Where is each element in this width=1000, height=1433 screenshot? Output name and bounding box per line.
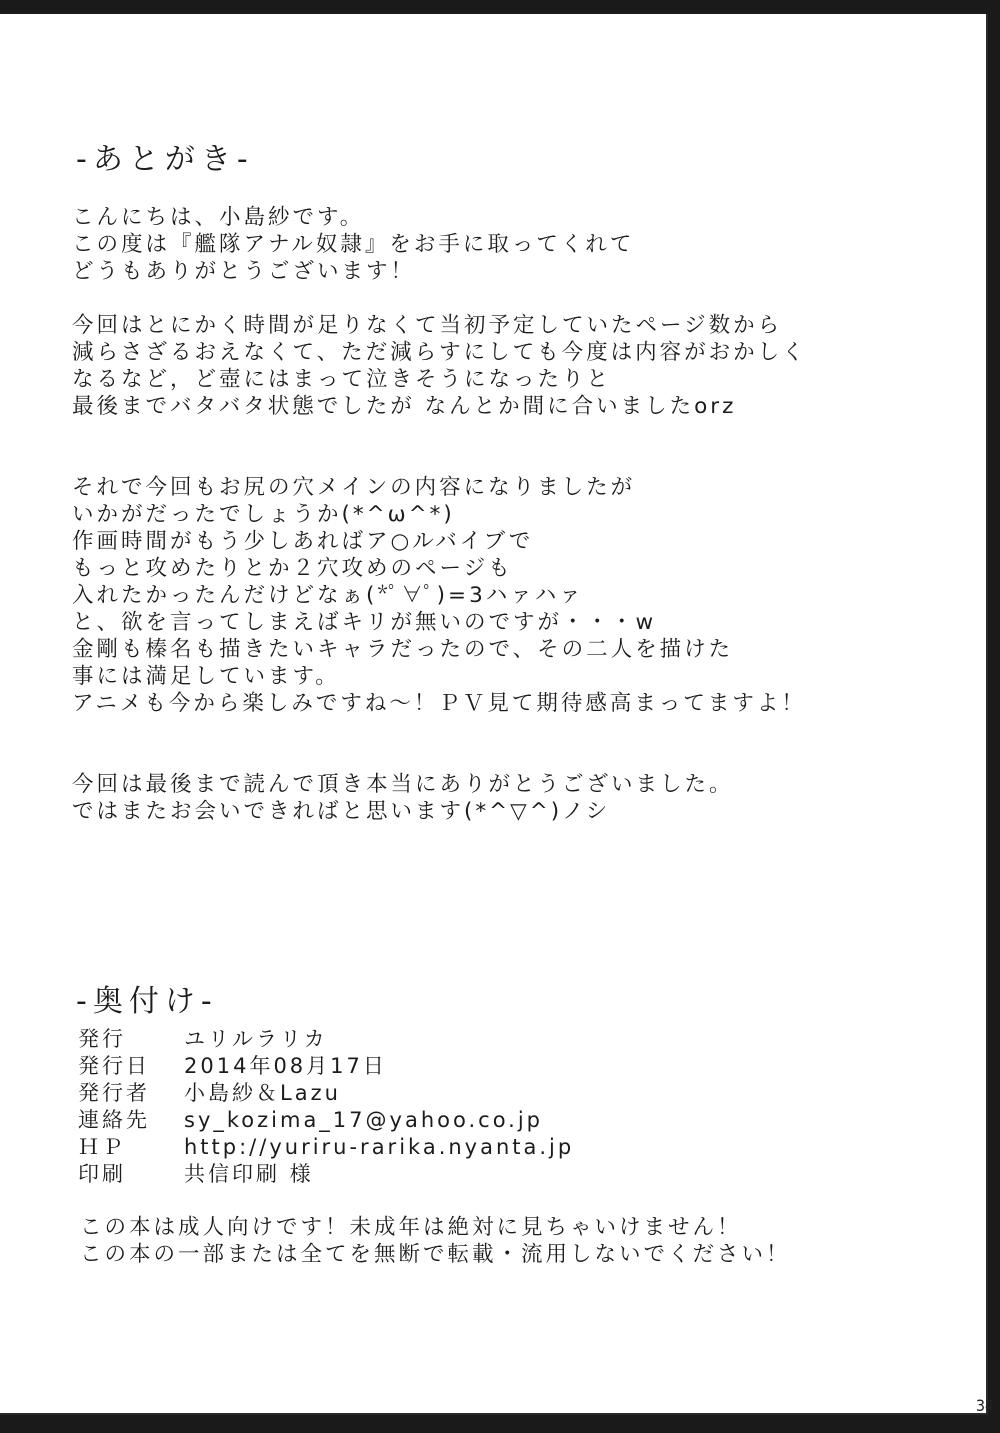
text-line: いかがだったでしょうか(*^ω^*) xyxy=(72,502,455,527)
colophon-row xyxy=(78,1107,574,1134)
colophon-table xyxy=(78,1026,574,1188)
colophon-row xyxy=(78,1134,574,1161)
text-line: 入れたかったんだけどなぁ(*ﾟ∀ﾟ)=3ハァハァ xyxy=(72,583,584,608)
colophon-row xyxy=(78,1026,574,1053)
text-line: アニメも今から楽しみですね～！ＰＶ見て期待感高まってますよ！ xyxy=(72,691,806,716)
text-line: もっと攻めたりとか２穴攻めのページも xyxy=(72,556,513,581)
afterword-heading: -あとがき- xyxy=(76,142,254,177)
book-page xyxy=(0,14,988,1415)
afterword-circumstances xyxy=(72,312,807,420)
text-line: 作画時間がもう少しあればア○ルバイブで xyxy=(72,529,534,554)
colophon-value: 小島紗＆Lazu xyxy=(184,1081,341,1105)
text-line: ではまたお会いできればと思います(*^▽^)ノシ xyxy=(72,799,611,824)
page-number: 34 xyxy=(975,1396,995,1415)
afterword-greeting xyxy=(72,204,634,285)
text-line: 金剛も榛名も描きたいキャラだったので、その二人を描けた xyxy=(72,637,734,662)
afterword-content-notes xyxy=(72,474,806,717)
text-line: この度は『艦隊アナル奴隷』をお手に取ってくれて xyxy=(72,232,635,257)
colophon-label: 発行 xyxy=(78,1027,126,1051)
afterword-closing xyxy=(72,771,734,825)
colophon-heading: -奥付け- xyxy=(76,984,218,1019)
text-line: 今回はとにかく時間が足りなくて当初予定していたページ数から xyxy=(72,313,783,338)
colophon-label: 発行日 xyxy=(78,1054,150,1078)
text-line: 今回は最後まで読んで頂き本当にありがとうございました。 xyxy=(72,772,734,797)
colophon-row xyxy=(78,1161,574,1188)
text-line: なるなど，ど壺にはまって泣きそうになったりと xyxy=(72,367,612,392)
text-line: この本は成人向けです！未成年は絶対に見ちゃいけません！ xyxy=(80,1215,742,1240)
colophon-row xyxy=(78,1080,574,1107)
colophon-label: 印刷 xyxy=(78,1162,126,1186)
colophon-value: ユリルラリカ xyxy=(184,1027,328,1051)
text-line: この本の一部または全てを無断で転載・流用しないでください！ xyxy=(80,1242,791,1267)
colophon-row xyxy=(78,1053,574,1080)
colophon-value: 共信印刷 様 xyxy=(184,1162,314,1186)
contact-email: sy_kozima_17@yahoo.co.jp xyxy=(184,1108,544,1132)
text-line: 最後までバタバタ状態でしたが なんとか間に合いましたorz xyxy=(72,394,737,419)
text-line: それで今回もお尻の穴メインの内容になりましたが xyxy=(72,475,636,500)
text-line: と、欲を言ってしまえばキリが無いのですが・・・w xyxy=(72,610,657,635)
text-line: 減らさざるおえなくて、ただ減らすにしても今度は内容がおかしく xyxy=(72,340,807,365)
colophon-label: 発行者 xyxy=(78,1081,150,1105)
text-line: 事には満足しています。 xyxy=(72,664,340,689)
text-line: こんにちは、小島紗です。 xyxy=(72,205,365,230)
colophon-value: 2014年08月17日 xyxy=(184,1054,387,1078)
adult-notice xyxy=(80,1214,791,1268)
colophon-label: ＨＰ xyxy=(78,1135,126,1159)
colophon-label: 連絡先 xyxy=(78,1108,150,1132)
text-line: どうもありがとうございます！ xyxy=(72,259,416,284)
homepage-url: http://yuriru-rarika.nyanta.jp xyxy=(184,1135,575,1159)
